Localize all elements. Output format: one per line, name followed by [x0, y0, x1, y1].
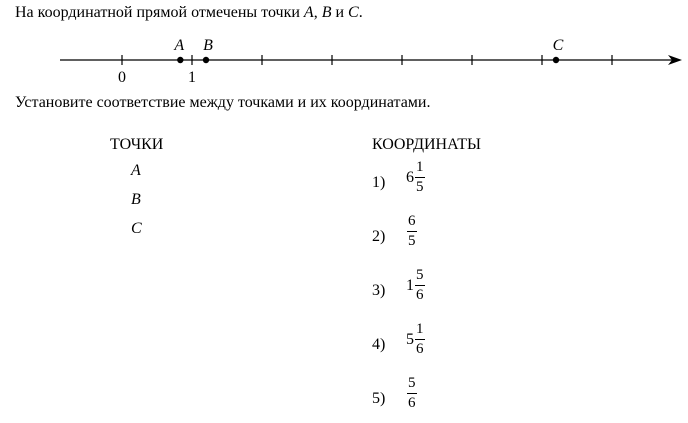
- numerator: 5: [415, 268, 425, 286]
- point-b-label: B: [203, 37, 213, 54]
- option-value: [406, 214, 417, 249]
- denominator: 6: [416, 341, 424, 357]
- fraction: [415, 268, 425, 303]
- option-number: 3): [372, 282, 386, 299]
- intro-point-a: A: [303, 4, 314, 21]
- point-c-dot: [553, 57, 559, 63]
- denominator: 5: [416, 179, 424, 195]
- intro-period: .: [358, 4, 363, 21]
- option-value: [406, 268, 425, 303]
- point-c-label: C: [552, 37, 564, 54]
- intro-and: и: [335, 4, 345, 21]
- intro-comma: ,: [313, 4, 318, 21]
- point-label-a: A: [131, 162, 141, 179]
- fraction: [407, 376, 417, 411]
- numerator: 6: [407, 214, 417, 232]
- point-a-dot: [177, 57, 183, 63]
- point-label-c: C: [131, 220, 142, 237]
- number-line-points: [173, 37, 563, 63]
- whole-part: 6: [406, 168, 414, 186]
- intro-point-b: B: [321, 4, 332, 21]
- number-line: [0, 28, 688, 90]
- option-number: 2): [372, 228, 386, 245]
- numerator: 5: [407, 376, 417, 394]
- fraction: [415, 322, 425, 357]
- option-number: 4): [372, 336, 386, 353]
- intro-point-c: C: [348, 4, 359, 21]
- whole-part: 1: [406, 276, 414, 294]
- option-number: 5): [372, 390, 386, 407]
- fraction: [415, 160, 425, 195]
- numerator: 1: [415, 322, 425, 340]
- whole-part: 5: [406, 330, 414, 348]
- points-header: ТОЧКИ: [110, 136, 164, 153]
- point-a-label: A: [174, 37, 185, 54]
- denominator: 6: [408, 395, 416, 411]
- numerator: 1: [415, 160, 425, 178]
- option-value: [406, 160, 425, 195]
- task-text: Установите соответствие между точками и их координатами.: [15, 94, 431, 111]
- intro-text: [15, 4, 363, 22]
- option-value: [406, 376, 417, 411]
- tick-label-0: 0: [118, 69, 126, 86]
- point-label-b: B: [131, 191, 141, 208]
- denominator: 6: [416, 287, 424, 303]
- point-b-dot: [203, 57, 209, 63]
- option-number: 1): [372, 174, 386, 191]
- denominator: 5: [408, 233, 416, 249]
- tick-label-1: 1: [188, 69, 196, 86]
- coords-header: КООРДИНАТЫ: [372, 136, 481, 153]
- fraction: [407, 214, 417, 249]
- option-value: [406, 322, 425, 357]
- intro-prefix: На координатной прямой отмечены точки: [15, 4, 300, 21]
